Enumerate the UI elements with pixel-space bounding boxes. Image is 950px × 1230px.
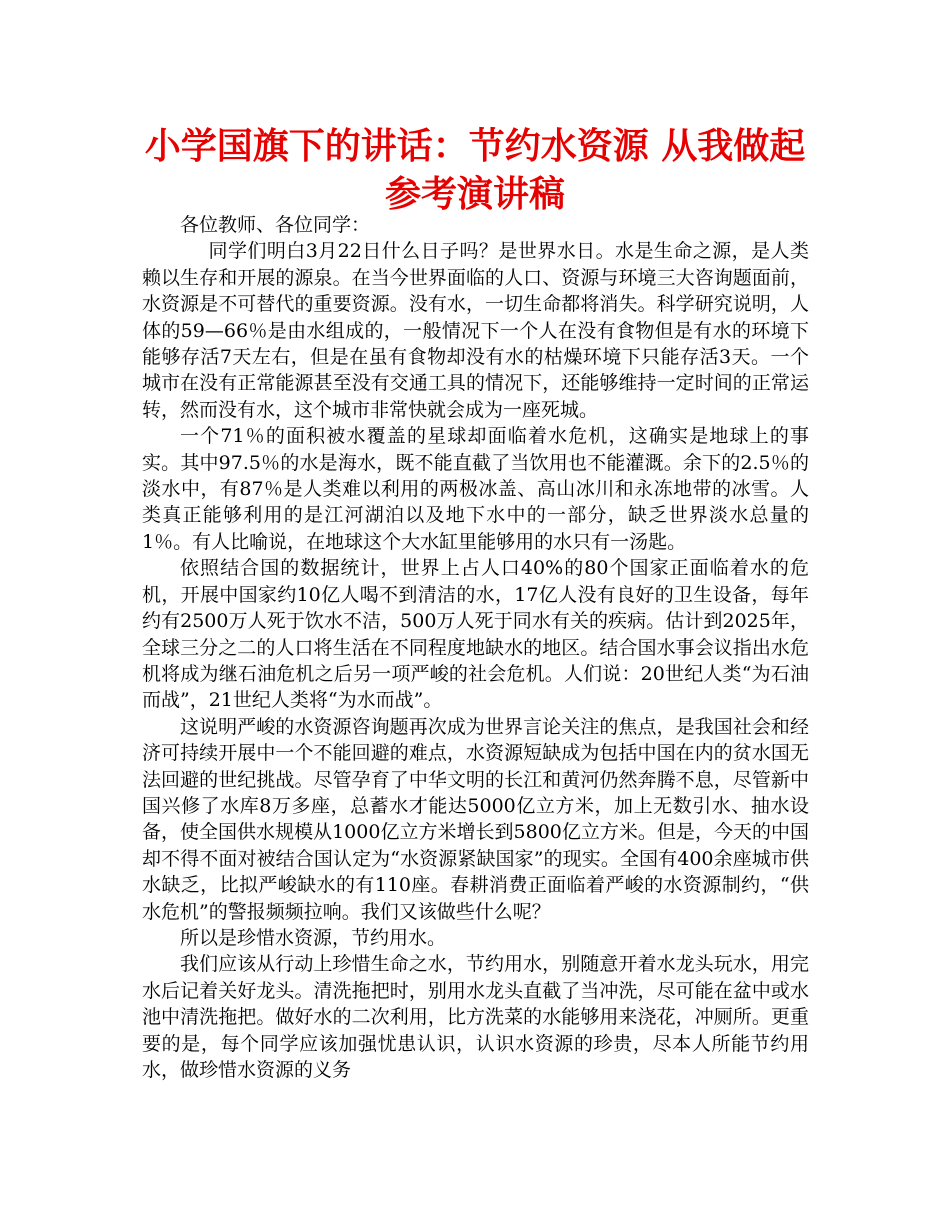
paragraph-2: 一个71％的面积被水覆盖的星球却面临着水危机，这确实是地球上的事实。其中97.5％的水是海水，既不能直截了当饮用也不能灌溉。余下的2.5％的淡水中，有87％是人类难以利用的两极冰盖、高山冰川和永冻地带的冰雪。人类真正能够利用的是江河湖泊以及地下水中的一部分，缺乏世界淡水总量的1％。有人比喻说，在地球这个大水缸里能够用的水只有一汤匙。 <box>142 425 809 553</box>
paragraph-3: 依照结合国的数据统计，世界上占人口40%的80个国家正面临着水的危机，开展中国家约10亿人喝不到清洁的水，17亿人没有良好的卫生设备，每年约有2500万人死于饮水不洁，500万人死于同水有关的疾病。估计到2025年，全球三分之二的人口将生活在不同程度地缺水的地区。结合国水事会议指出水危机将成为继石油危机之后另一项严峻的社会危机。人们说：20世纪人类“为石油而战”，21世纪人类将“为水而战”。 <box>142 557 809 712</box>
document-title-line-1: 小学国旗下的讲话：节约水资源 从我做起 <box>144 126 806 167</box>
paragraph-5: 所以是珍惜水资源，节约用水。 <box>180 926 447 949</box>
paragraph-4: 这说明严峻的水资源咨询题再次成为世界言论关注的焦点，是我国社会和经济可持续开展中一个不能回避的难点，水资源短缺成为包括中国在内的贫水国无法回避的世纪挑战。尽管孕育了中华文明的长江和黄河仍然奔腾不息，尽管新中国兴修了水库8万多座，总蓄水才能达5000亿立方米，加上无数引水、抽水设备，使全国供水规模从1000亿立方米增长到5800亿立方米。但是，今天的中国却不得不面对被结合国认定为“水资源紧缺国家”的现实。全国有400余座城市供水缺乏，比拟严峻缺水的有110座。春耕消费正面临着严峻的水资源制约，“供水危机”的警报频频拉响。我们又该做些什么呢？ <box>142 715 809 923</box>
paragraph-6: 我们应该从行动上珍惜生命之水，节约用水，别随意开着水龙头玩水，用完水后记着关好龙头。清洗拖把时，别用水龙头直截了当冲洗，尽可能在盆中或水池中清洗拖把。做好水的二次利用，比方洗菜的水能够用来浇花，冲厕所。更重要的是，每个同学应该加强忧患认识，认识水资源的珍贵，尽本人所能节约用水，做珍惜水资源的义务 <box>142 953 809 1081</box>
greeting: 各位教师、各位同学： <box>180 214 371 236</box>
document-title-line-2: 参考演讲稿 <box>384 174 565 215</box>
document-body <box>142 212 809 1083</box>
paragraph-1: 同学们明白3月22日什么日子吗？是世界水日。水是生命之源，是人类赖以生存和开展的源泉。在当今世界面临的人口、资源与环境三大咨询题面前，水资源是不可替代的重要资源。没有水，一切生命都将消失。科学研究说明，人体的59—66％是由水组成的，一般情况下一个人在没有食物但是有水的环境下能够存活7天左右，但是在虽有食物却没有水的枯燥环境下只能存活3天。一个城市在没有正常能源甚至没有交通工具的情况下，还能够维持一定时间的正常运转，然而没有水，这个城市非常快就会成为一座死城。 <box>142 240 809 421</box>
